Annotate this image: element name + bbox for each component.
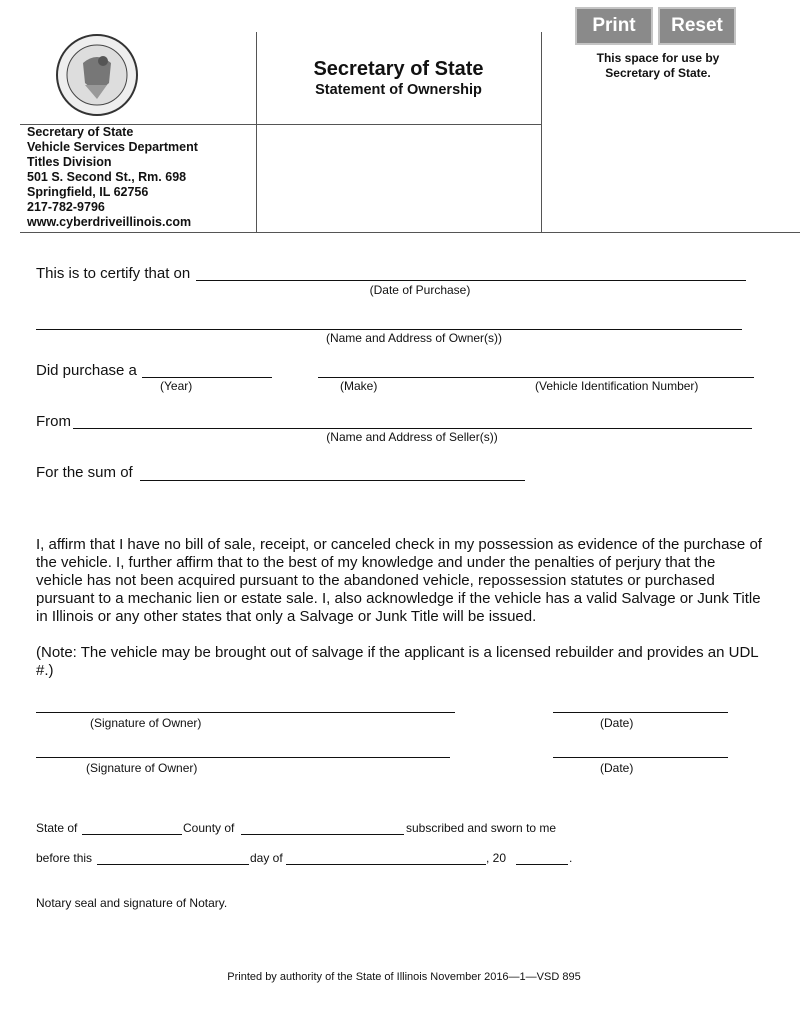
year-field[interactable]: [142, 377, 272, 378]
office-use-line: Secretary of State.: [605, 66, 711, 80]
address-line: Springfield, IL 62756: [27, 185, 149, 199]
office-use-note: [558, 51, 758, 81]
make-vin-field[interactable]: [318, 377, 754, 378]
reset-button[interactable]: Reset: [658, 7, 736, 45]
date-caption: (Date): [600, 716, 634, 730]
website-link[interactable]: www.cyberdriveillinois.com: [27, 215, 192, 229]
make-caption: (Make): [340, 379, 378, 393]
date-caption: (Date): [600, 761, 634, 775]
sum-label: For the sum of: [36, 464, 133, 481]
address-line: Secretary of State: [27, 125, 134, 139]
owner-signature-field-1[interactable]: [36, 712, 455, 713]
owner-name-caption: (Name and Address of Owner(s)): [325, 331, 503, 345]
owner-name-address-field[interactable]: [36, 329, 742, 330]
notary-state-field[interactable]: [82, 834, 182, 835]
notary-seal-label: Notary seal and signature of Notary.: [36, 896, 228, 910]
notary-month-field[interactable]: [286, 864, 486, 865]
state-of-label: State of: [36, 821, 78, 835]
signature-date-field-1[interactable]: [553, 712, 728, 713]
office-use-line: This space for use by: [596, 51, 720, 65]
address-line: 217-782-9796: [27, 200, 105, 214]
owner-signature-field-2[interactable]: [36, 757, 450, 758]
certify-label: This is to certify that on: [36, 265, 191, 282]
notary-year-field[interactable]: [516, 864, 568, 865]
did-purchase-label: Did purchase a: [36, 362, 137, 379]
footer-text: Printed by authority of the State of Illinois November 2016—1—VSD 895: [227, 971, 581, 983]
signature-date-field-2[interactable]: [553, 757, 728, 758]
year-prefix-label: , 20: [486, 851, 507, 865]
illinois-state-seal-icon: [55, 33, 139, 117]
page-title: Secretary of State: [313, 58, 484, 80]
year-caption: (Year): [160, 379, 193, 393]
page-subtitle: Statement of Ownership: [315, 82, 482, 98]
from-label: From: [36, 413, 71, 430]
affirmation-paragraph: I, affirm that I have no bill of sale, receipt, or canceled check in my possession as evidence of the purchase of the vehicle. I, further affirm that to the best of my knowledge and under the penalties of perjury that the vehicle has not been acquired pursuant to the abandoned vehicle, repossession statutes or purchased pursuant to a mechanic lien or estate sale. I, also acknowledge if the vehicle has a valid Salvage or Junk Title in Illinois or any other states that only a Salvage or Junk Title will be issued.: [36, 536, 762, 625]
sum-field[interactable]: [140, 480, 525, 481]
period: .: [569, 851, 573, 865]
divider: [541, 32, 542, 232]
seller-name-caption: (Name and Address of Seller(s)): [326, 430, 498, 444]
address-line: Vehicle Services Department: [27, 140, 198, 154]
before-this-label: before this: [36, 851, 93, 865]
notary-county-field[interactable]: [241, 834, 404, 835]
vin-caption: (Vehicle Identification Number): [535, 379, 699, 393]
notary-day-field[interactable]: [97, 864, 249, 865]
county-of-label: County of: [183, 821, 235, 835]
address-line: 501 S. Second St., Rm. 698: [27, 170, 187, 184]
date-of-purchase-caption: (Date of Purchase): [369, 283, 471, 297]
office-address: [27, 125, 198, 230]
day-of-label: day of: [250, 851, 283, 865]
signature-caption: (Signature of Owner): [86, 761, 198, 775]
salvage-note: (Note: The vehicle may be brought out of salvage if the applicant is a licensed rebuilder and provides an UDL #.): [36, 644, 759, 679]
divider: [20, 232, 800, 233]
address-line: Titles Division: [27, 155, 112, 169]
seller-name-address-field[interactable]: [73, 428, 752, 429]
sworn-label: subscribed and sworn to me: [406, 821, 557, 835]
print-button[interactable]: Print: [575, 7, 653, 45]
signature-caption: (Signature of Owner): [90, 716, 202, 730]
date-of-purchase-field[interactable]: [196, 280, 746, 281]
